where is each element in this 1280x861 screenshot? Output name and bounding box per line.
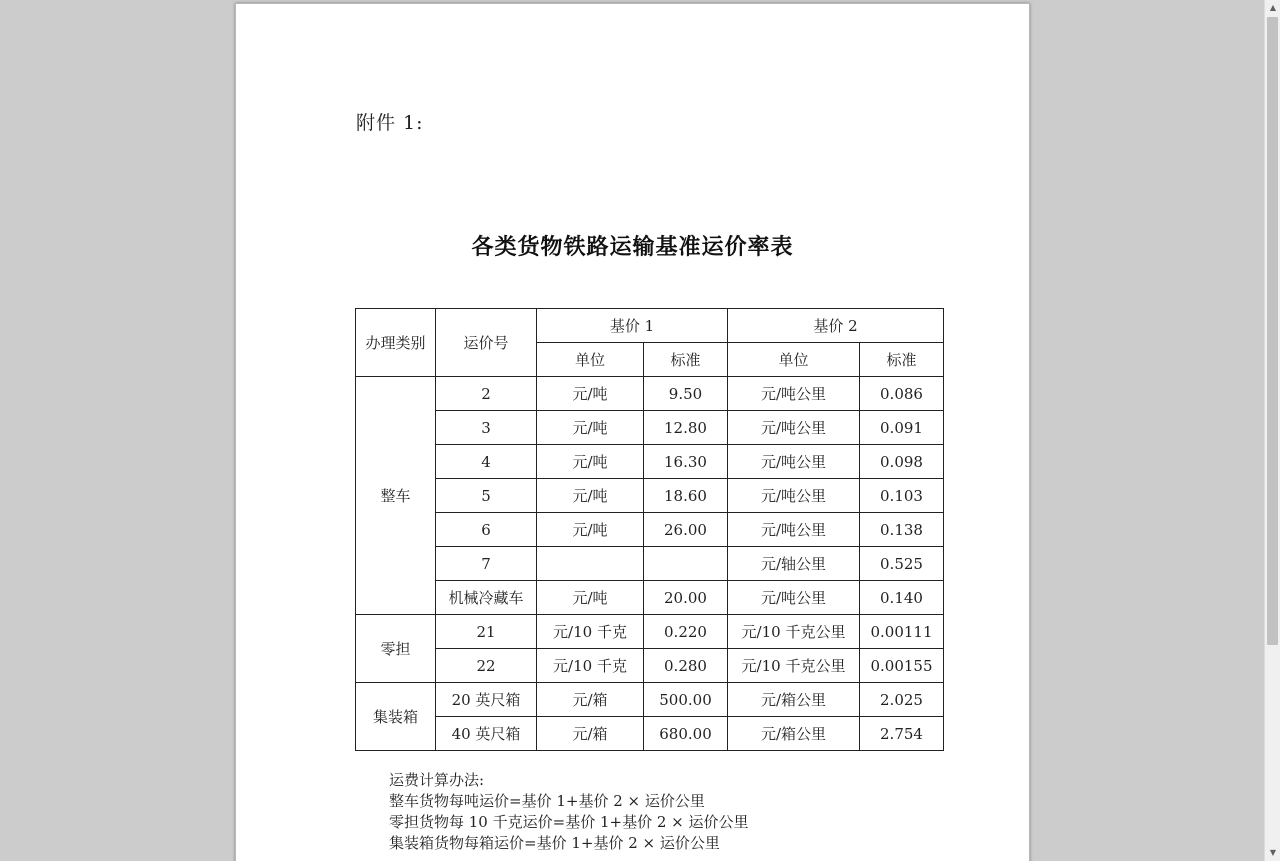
header-base2: 基价 2	[728, 309, 944, 343]
rate-no-cell: 2	[436, 377, 537, 411]
scroll-up-icon[interactable]: ▲	[1269, 3, 1277, 12]
base2-standard-cell: 0.138	[860, 513, 944, 547]
base1-unit-cell: 元/吨	[537, 377, 644, 411]
rate-no-cell: 22	[436, 649, 537, 683]
notes-heading: 运费计算办法:	[389, 771, 485, 789]
table-row	[356, 479, 944, 513]
rate-no-cell: 机械冷藏车	[436, 581, 537, 615]
rate-no-cell: 40 英尺箱	[436, 717, 537, 751]
base2-unit-cell: 元/箱公里	[728, 717, 860, 751]
base1-unit-cell: 元/10 千克	[537, 615, 644, 649]
table-row	[356, 513, 944, 547]
base2-standard-cell: 0.103	[860, 479, 944, 513]
base1-unit-cell: 元/箱	[537, 717, 644, 751]
header-base2-unit: 单位	[728, 343, 860, 377]
header-row-1	[356, 309, 944, 343]
attachment-label: 附件 1:	[356, 112, 424, 134]
category-cell: 集装箱	[356, 683, 436, 751]
base1-standard-cell: 680.00	[644, 717, 728, 751]
table-row	[356, 377, 944, 411]
table-row	[356, 615, 944, 649]
base1-unit-cell: 元/吨	[537, 581, 644, 615]
base2-unit-cell: 元/吨公里	[728, 445, 860, 479]
base1-unit-cell: 元/10 千克	[537, 649, 644, 683]
base2-standard-cell: 2.025	[860, 683, 944, 717]
header-base1-standard: 标准	[644, 343, 728, 377]
category-cell: 零担	[356, 615, 436, 683]
category-cell: 整车	[356, 377, 436, 615]
rate-no-cell: 5	[436, 479, 537, 513]
base2-standard-cell: 2.754	[860, 717, 944, 751]
rate-no-cell: 3	[436, 411, 537, 445]
notes-line: 整车货物每吨运价=基价 1+基价 2 × 运价公里	[389, 792, 705, 810]
base1-standard-cell: 26.00	[644, 513, 728, 547]
base1-unit-cell: 元/吨	[537, 445, 644, 479]
base1-unit-cell	[537, 547, 644, 581]
base1-standard-cell: 0.220	[644, 615, 728, 649]
base1-standard-cell: 20.00	[644, 581, 728, 615]
rate-no-cell: 7	[436, 547, 537, 581]
scrollbar-thumb[interactable]	[1267, 17, 1278, 645]
header-base1: 基价 1	[537, 309, 728, 343]
base2-unit-cell: 元/吨公里	[728, 513, 860, 547]
base1-unit-cell: 元/箱	[537, 683, 644, 717]
header-category: 办理类别	[356, 309, 436, 377]
base1-standard-cell: 9.50	[644, 377, 728, 411]
document-title: 各类货物铁路运输基准运价率表	[471, 235, 794, 260]
base2-unit-cell: 元/轴公里	[728, 547, 860, 581]
rate-no-cell: 6	[436, 513, 537, 547]
header-rate-no: 运价号	[436, 309, 537, 377]
base2-standard-cell: 0.00111	[860, 615, 944, 649]
base2-standard-cell: 0.098	[860, 445, 944, 479]
base2-unit-cell: 元/10 千克公里	[728, 649, 860, 683]
base1-standard-cell: 0.280	[644, 649, 728, 683]
rate-table	[355, 308, 944, 751]
table-row	[356, 547, 944, 581]
rate-no-cell: 4	[436, 445, 537, 479]
base2-unit-cell: 元/10 千克公里	[728, 615, 860, 649]
rate-table-header	[356, 309, 944, 377]
rate-table-body	[356, 377, 944, 751]
base2-standard-cell: 0.00155	[860, 649, 944, 683]
base1-standard-cell	[644, 547, 728, 581]
base2-unit-cell: 元/箱公里	[728, 683, 860, 717]
base2-standard-cell: 0.086	[860, 377, 944, 411]
calculation-notes	[389, 770, 749, 854]
table-row	[356, 683, 944, 717]
base1-unit-cell: 元/吨	[537, 513, 644, 547]
rate-no-cell: 20 英尺箱	[436, 683, 537, 717]
table-row	[356, 717, 944, 751]
base1-unit-cell: 元/吨	[537, 479, 644, 513]
document-page	[235, 3, 1030, 861]
rate-no-cell: 21	[436, 615, 537, 649]
base1-standard-cell: 12.80	[644, 411, 728, 445]
header-base2-standard: 标准	[860, 343, 944, 377]
base2-standard-cell: 0.140	[860, 581, 944, 615]
header-base1-unit: 单位	[537, 343, 644, 377]
base2-unit-cell: 元/吨公里	[728, 581, 860, 615]
base2-unit-cell: 元/吨公里	[728, 377, 860, 411]
base1-standard-cell: 16.30	[644, 445, 728, 479]
notes-line: 零担货物每 10 千克运价=基价 1+基价 2 × 运价公里	[389, 813, 749, 831]
notes-line: 集装箱货物每箱运价=基价 1+基价 2 × 运价公里	[389, 834, 720, 852]
base1-unit-cell: 元/吨	[537, 411, 644, 445]
table-row	[356, 581, 944, 615]
vertical-scrollbar[interactable]	[1264, 0, 1280, 861]
base2-standard-cell: 0.091	[860, 411, 944, 445]
base2-standard-cell: 0.525	[860, 547, 944, 581]
base2-unit-cell: 元/吨公里	[728, 411, 860, 445]
scroll-down-icon[interactable]: ▼	[1269, 848, 1277, 857]
base1-standard-cell: 500.00	[644, 683, 728, 717]
base2-unit-cell: 元/吨公里	[728, 479, 860, 513]
table-row	[356, 411, 944, 445]
table-row	[356, 649, 944, 683]
table-row	[356, 445, 944, 479]
base1-standard-cell: 18.60	[644, 479, 728, 513]
